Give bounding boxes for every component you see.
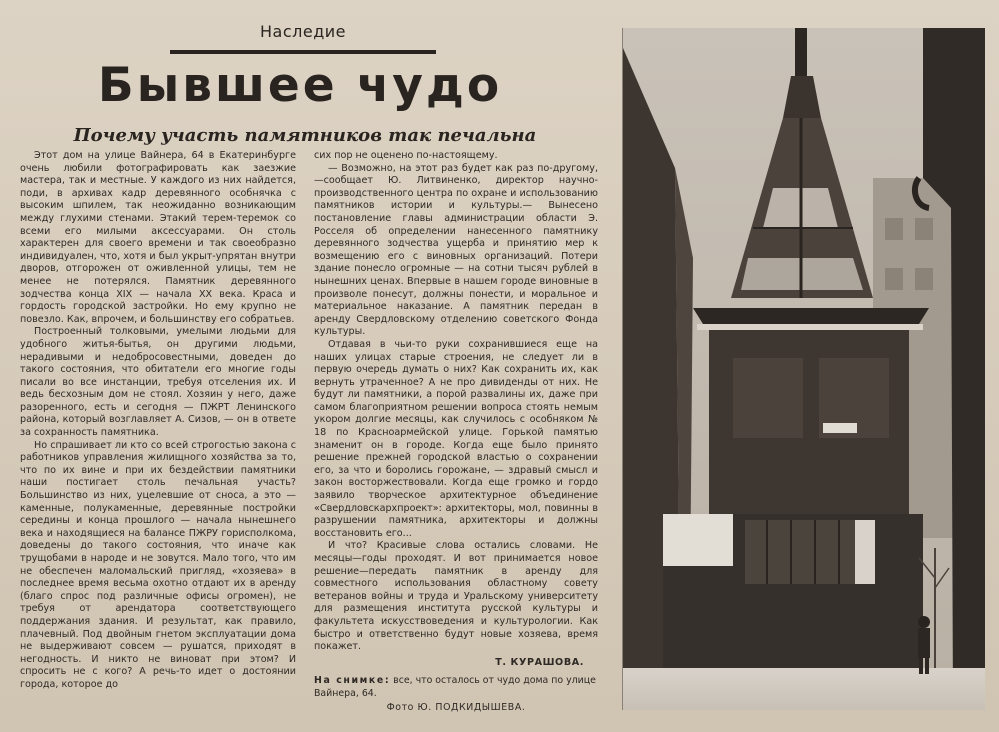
caption-label: На снимке: bbox=[314, 675, 391, 687]
paragraph: сих пор не оценено по-настоящему. bbox=[314, 150, 498, 161]
subheadline: Почему участь памятников так печальна bbox=[73, 125, 537, 146]
paragraph: — Возможно, на этот раз будет как раз по-другому,—сообщает Ю. Литвиненко, директор научно-производственного центра по охране и использованию памятников истории и культуры.— Вынесено постановление главы администрации области Э. Росселя об определении нанесенного памятнику деревянного зодчества ущерба и принятию мер к возмещению его с виновных организаций. Потери здание понесло огромные — на сотни тысяч рублей в нынешних ценах. Впервые в нашем городе виновные в произволе понесут, должны понести, и моральное и материальное наказание. А памятник передан в аренду Свердловскому отделению советского Фонда культуры. bbox=[314, 162, 598, 338]
caption-text: все, что осталось от чудо дома по улице Вайнера, 64. bbox=[314, 675, 596, 699]
paragraph: Отдавая в чьи-то руки сохранившиеся еще на наших улицах старые строения, не следует ли в первую очередь думать о них? Как сохранить их, как вернуть утраченное? А не про дивиденды от них. Не будут ли памятники, а порой развалины их, даже при самом благоприятном решении вопроса стоять немым укором долгие месяцы, как случилось с особняком № 18 по Красноармейской улице. Горькой памятью знаменит он в городе. Когда еще было принято решение прежней городской властью о сохранении его, за что и боролись горожане, — здравый смысл и закон восторжествовали. Когда еще громко и гордо заявило творческое архитектурное объединение «Свердловскархпроект»: архитекторы, мол, повинны в разрушении памятника, архитекторы и должны восстановить его... bbox=[314, 338, 598, 539]
photo-credit: Фото Ю. ПОДКИДЫШЕВА. bbox=[386, 701, 526, 713]
article-column-2 bbox=[314, 150, 598, 722]
paragraph: Но спрашивает ли кто со всей строгостью закона с работников управления жилищного хозяйства за то, что по их вине и при их бездействии памятники наши постигает столь печальная участь? Большинство из них, уцелевшие от сноса, а это — каменные, полукаменные, деревянные постройки середины и конца прошлого — начала нынешнего века и находящиеся на балансе ПЖРУ горисполкома, доведены до такого состояния, что иначе как трущобами в народе и не зовутся. Мало того, что им не обеспечен маломальский пригляд, «хозяева» в последнее время весьма охотно отдают их в аренду (благо спрос под различные офисы огромен), не требуя от арендатора соответствующего поддержания здания. И результат, как правило, плачевный. Под двойным гнетом эксплуатации дома не выдерживают совсем — рушатся, приходят в негодность. И никто не виноват при этом? И спросить не с кого? А речь-то идет о достоянии города, которое до bbox=[20, 439, 296, 690]
paragraph: Этот дом на улице Вайнера, 64 в Екатеринбурге очень любили фотографировать как заезжие мастера, так и местные. У каждого из них найдется, поди, в архивах кадр деревянного особнячка с высоким шпилем, так неожиданно возникающим между глухими стенами. Этакий терем-теремок со всеми его милыми аксессуарами. Он столь характерен для своего времени и так своеобразно индивидуален, что, хотя и был укрыт-упрятан внутри дворов, отгорожен от оживленной улицы, тем не менее не потерялся. Памятник деревянного зодчества конца XIX — начала XX века. Краса и гордость городской застройки. Но ему крупно не повезло. Как, впрочем, и большинству его собратьев. bbox=[20, 150, 296, 325]
photo-caption bbox=[314, 675, 598, 700]
headline: Бывшее чудо bbox=[97, 58, 503, 113]
author-signature: Т. КУРАШОВА. bbox=[495, 656, 584, 668]
article-column-1 bbox=[20, 150, 296, 725]
rubric-rule bbox=[170, 50, 436, 54]
house-photo-drawing bbox=[623, 28, 985, 710]
paragraph: И что? Красивые слова остались словами. Не месяцы—годы проходят. И вот принимается новое решение—передать памятник в аренду для совместного использования областному совету ветеранов войны и труда и Уральскому университету для размещения института русской культуры и факультета искусствоведения и культурологии. Как быстро и ответственно будут новые хозяева, время покажет. bbox=[314, 540, 598, 653]
paragraph: Построенный толковыми, умелыми людьми для удобного житья-бытья, он другими людьми, нерадивыми и недобросовестными, доведен до такого состояния, что обитатели его многие годы писали во все инстанции, требуя отселения их. И ведь бесхозным дом не стоял. Хозяин у него, даже разоренного, есть и сегодня — ПЖРТ Ленинского района, который возглавляет А. Сизов, — он в ответе за сохранность памятника. bbox=[20, 326, 296, 439]
house-photo bbox=[622, 28, 985, 710]
section-rubric: Наследие bbox=[259, 22, 346, 41]
